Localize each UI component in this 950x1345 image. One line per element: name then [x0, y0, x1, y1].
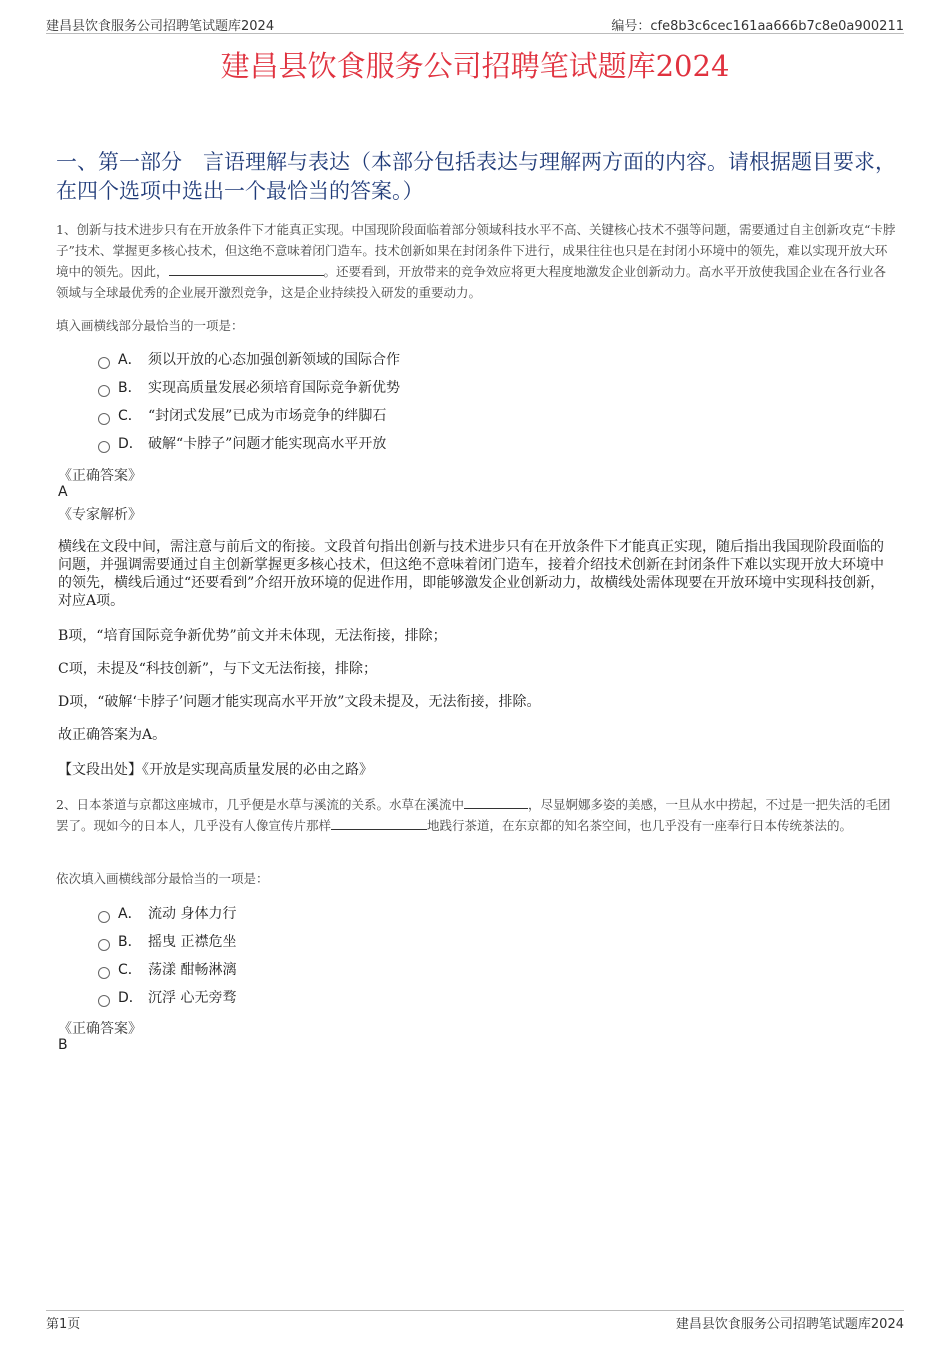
question-2-text-a: 2、日本茶道与京都这座城市，几乎便是水草与溪流的关系。水草在溪流中 — [56, 797, 464, 812]
question-2-prompt: 依次填入画横线部分最恰当的一项是： — [56, 871, 269, 886]
question-2-option-c[interactable]: C． 荡漾 酣畅淋漓 — [98, 960, 236, 980]
question-1-prompt: 填入画横线部分最恰当的一项是： — [56, 318, 244, 333]
question-1-answer-label: 《正确答案》 — [58, 468, 142, 484]
header-left: 建昌县饮食服务公司招聘笔试题库2024 — [46, 19, 275, 34]
footer-divider — [46, 1310, 904, 1311]
question-1-text-a: 1、创新与技术进步只有在开放条件下才能真正实现。中国现阶段面临着部分领域科技水平不高、关键核心技术不强等问题，需要通过自主创新攻克“卡脖子”技术、掌握更多核心技术，但这绝不意味着闭门造车。技术创新如果在封闭条件下进行，成果往往也只是在封闭小环境中的领先，难以实现开放大环境中的领先。因此， — [56, 222, 896, 279]
header-divider — [46, 33, 904, 34]
header-right: 编号：cfe8b3c6cec161aa666b7c8e0a900211 — [611, 19, 904, 34]
question-1-option-d[interactable]: D． 破解“卡脖子”问题才能实现高水平开放 — [98, 434, 386, 454]
question-2-answer: B — [58, 1037, 68, 1053]
section-title: 一、第一部分 言语理解与表达（本部分包括表达与理解两方面的内容。请根据题目要求，在四个选项中选出一个最恰当的答案。） — [56, 150, 896, 203]
question-1-analysis-label: 《专家解析》 — [58, 507, 142, 523]
question-1-blank — [169, 261, 324, 276]
radio-icon[interactable] — [98, 995, 110, 1007]
question-1-analysis-b: B项，“培育国际竞争新优势”前文并未体现，无法衔接，排除； — [58, 628, 447, 644]
question-1-analysis-main: 横线在文段中间，需注意与前后文的衔接。文段首句指出创新与技术进步只有在开放条件下才能真正实现，随后指出我国现阶段面临的问题，并强调需要通过自主创新掌握更多核心技术，但这绝不意味着闭门造车，接着介绍技术创新在封闭条件下难以实现开放大环境中的领先，横线后通过“还要看到”介绍开放环境的促进作用，即能够激发企业创新动力，故横线处需体现要在开放环境中实现科技创新，对应A项。 — [58, 539, 885, 609]
page-title: 建昌县饮食服务公司招聘笔试题库2024 — [220, 49, 730, 83]
question-1-analysis-c: C项，未提及“科技创新”，与下文无法衔接，排除； — [58, 661, 378, 677]
radio-icon[interactable] — [98, 911, 110, 923]
radio-icon[interactable] — [98, 967, 110, 979]
radio-icon[interactable] — [98, 441, 110, 453]
radio-icon[interactable] — [98, 357, 110, 369]
question-1-text — [56, 219, 896, 303]
radio-icon[interactable] — [98, 385, 110, 397]
question-1-analysis-d: D项，“破解‘卡脖子’问题才能实现高水平开放”文段未提及，无法衔接，排除。 — [58, 694, 541, 710]
question-2-text-b: ，尽显婀娜多姿的美感，一旦从水中捞起，不过是一把失活的毛团罢了。现如今的日本人，几乎没有人像宣传片那样 — [56, 797, 891, 833]
question-1-option-a[interactable]: A． 须以开放的心态加强创新领域的国际合作 — [98, 350, 400, 370]
question-1-answer: A — [58, 484, 68, 500]
question-1-option-b[interactable]: B． 实现高质量发展必须培育国际竞争新优势 — [98, 378, 400, 398]
radio-icon[interactable] — [98, 939, 110, 951]
question-1-source: 【文段出处】《开放是实现高质量发展的必由之路》 — [58, 762, 373, 778]
question-2-text-c: 地践行茶道，在东京都的知名茶空间，也几乎没有一座奉行日本传统茶法的。 — [427, 818, 853, 833]
page-number: 第1页 — [46, 1317, 81, 1332]
question-2-option-a[interactable]: A． 流动 身体力行 — [98, 904, 236, 924]
question-2-answer-label: 《正确答案》 — [58, 1021, 142, 1037]
question-2-option-b[interactable]: B． 摇曳 正襟危坐 — [98, 932, 236, 952]
question-1-analysis-conclusion: 故正确答案为A。 — [58, 727, 167, 743]
question-2-blank-1 — [464, 794, 528, 809]
question-1-option-c[interactable]: C． “封闭式发展”已成为市场竞争的绊脚石 — [98, 406, 386, 426]
radio-icon[interactable] — [98, 413, 110, 425]
question-2-text — [56, 794, 896, 836]
footer-title: 建昌县饮食服务公司招聘笔试题库2024 — [675, 1317, 904, 1332]
question-2-blank-2 — [331, 815, 427, 830]
question-1-text-b: 。还要看到，开放带来的竞争效应将更大程度地激发企业创新动力。高水平开放使我国企业在各行业各领域与全球最优秀的企业展开激烈竞争，这是企业持续投入研发的重要动力。 — [56, 264, 887, 300]
question-2-option-d[interactable]: D． 沉浮 心无旁骛 — [98, 988, 236, 1008]
